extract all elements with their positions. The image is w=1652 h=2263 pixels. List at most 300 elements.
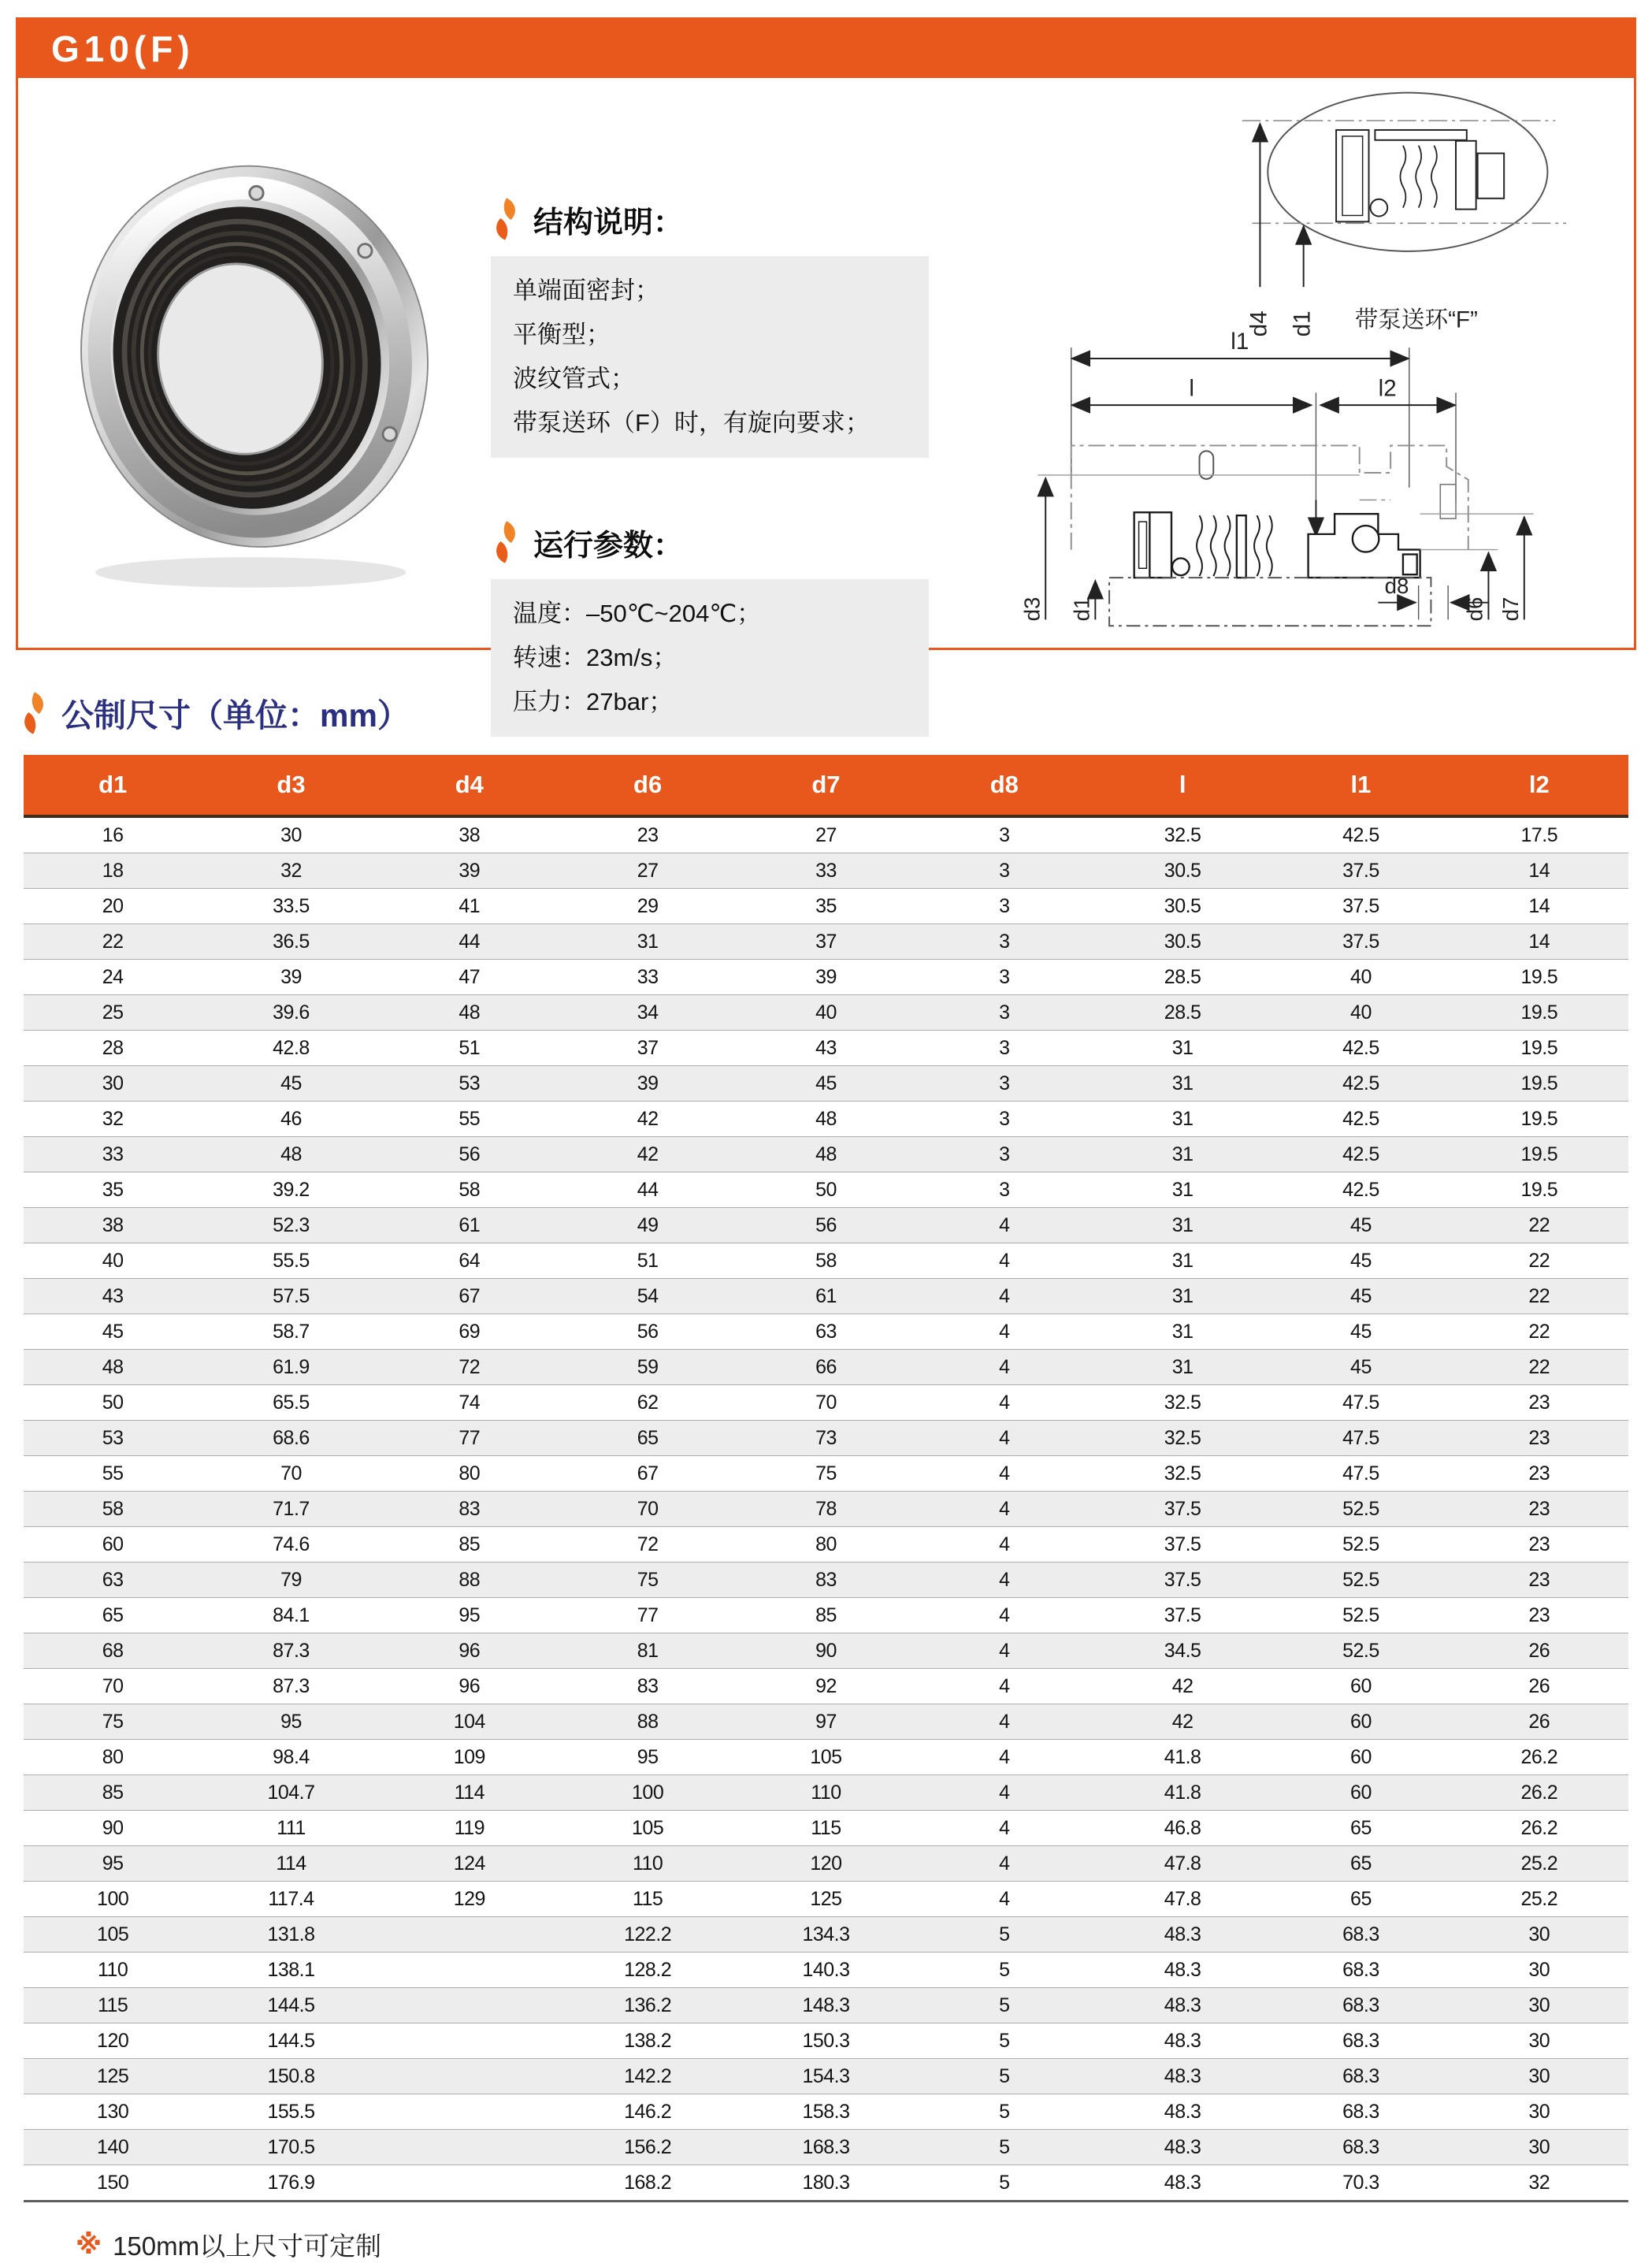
table-cell: 83 <box>559 1669 737 1704</box>
table-cell: 31 <box>1093 1350 1271 1385</box>
table-cell: 23 <box>1450 1527 1628 1563</box>
table-cell: 31 <box>1093 1172 1271 1208</box>
table-cell: 19.5 <box>1450 995 1628 1031</box>
table-cell: 36.5 <box>202 924 380 960</box>
table-cell: 3 <box>915 1172 1093 1208</box>
table-row <box>24 2165 1628 2202</box>
dim-label-d6: d6 <box>1462 596 1487 622</box>
table-cell: 65 <box>1271 1811 1450 1846</box>
flame-icon <box>19 690 49 736</box>
table-cell: 52.5 <box>1271 1633 1450 1669</box>
table-cell: 49 <box>559 1208 737 1243</box>
table-cell: 131.8 <box>202 1917 380 1953</box>
table-cell: 4 <box>915 1633 1093 1669</box>
table-cell: 46.8 <box>1093 1811 1271 1846</box>
table-cell: 39 <box>202 960 380 995</box>
table-cell: 5 <box>915 1953 1093 1988</box>
table-cell: 52.5 <box>1271 1492 1450 1527</box>
table-cell: 52.3 <box>202 1208 380 1243</box>
table-cell: 146.2 <box>559 2094 737 2130</box>
table-cell: 5 <box>915 2094 1093 2130</box>
table-cell: 90 <box>737 1633 915 1669</box>
table-cell: 45 <box>1271 1243 1450 1279</box>
table-cell: 39 <box>737 960 915 995</box>
table-cell: 37.5 <box>1271 924 1450 960</box>
table-cell: 61 <box>737 1279 915 1314</box>
table-cell: 61.9 <box>202 1350 380 1385</box>
table-cell: 47.8 <box>1093 1846 1271 1882</box>
table-cell: 144.5 <box>202 1988 380 2023</box>
table-cell: 47.8 <box>1093 1882 1271 1917</box>
table-row <box>24 1917 1628 1953</box>
table-cell: 48.3 <box>1093 2023 1271 2059</box>
table-cell: 41.8 <box>1093 1775 1271 1811</box>
table-cell: 30 <box>1450 1917 1628 1953</box>
table-cell: 55 <box>24 1456 202 1492</box>
table-cell: 60 <box>1271 1740 1450 1775</box>
table-cell: 4 <box>915 1492 1093 1527</box>
table-cell: 33.5 <box>202 889 380 924</box>
table-cell: 50 <box>737 1172 915 1208</box>
table-cell: 26.2 <box>1450 1740 1628 1775</box>
table-cell: 168.3 <box>737 2130 915 2165</box>
technical-diagram-svg <box>943 78 1627 634</box>
table-cell: 68.3 <box>1271 2059 1450 2094</box>
table-cell: 45 <box>737 1066 915 1102</box>
table-cell: 17.5 <box>1450 816 1628 853</box>
table-cell: 68.3 <box>1271 1917 1450 1953</box>
table-cell: 30 <box>1450 1953 1628 1988</box>
table-cell: 81 <box>559 1633 737 1669</box>
table-cell: 4 <box>915 1704 1093 1740</box>
table-cell: 70.3 <box>1271 2165 1450 2202</box>
dim-label-d8: d8 <box>1384 573 1409 598</box>
table-cell: 56 <box>559 1314 737 1350</box>
table-cell: 45 <box>1271 1350 1450 1385</box>
table-cell: 30 <box>1450 2130 1628 2165</box>
table-cell: 105 <box>559 1811 737 1846</box>
table-cell: 26 <box>1450 1633 1628 1669</box>
table-cell: 32 <box>1450 2165 1628 2202</box>
table-cell: 25.2 <box>1450 1846 1628 1882</box>
table-cell: 95 <box>381 1598 559 1633</box>
column-header: d1 <box>24 755 202 816</box>
table-cell: 60 <box>1271 1704 1450 1740</box>
table-row <box>24 2094 1628 2130</box>
table-cell: 22 <box>1450 1208 1628 1243</box>
table-cell: 42 <box>1093 1669 1271 1704</box>
table-cell: 3 <box>915 816 1093 853</box>
table-cell: 14 <box>1450 853 1628 889</box>
table-cell: 66 <box>737 1350 915 1385</box>
table-cell: 4 <box>915 1598 1093 1633</box>
table-cell: 62 <box>559 1385 737 1421</box>
table-cell: 100 <box>559 1775 737 1811</box>
panel-body <box>18 78 1634 715</box>
table-cell: 42 <box>559 1102 737 1137</box>
table-cell: 22 <box>1450 1350 1628 1385</box>
table-cell: 48.3 <box>1093 1953 1271 1988</box>
model-title: G10(F) <box>51 28 195 69</box>
table-cell: 3 <box>915 1031 1093 1066</box>
table-cell: 54 <box>559 1279 737 1314</box>
table-cell: 58 <box>381 1172 559 1208</box>
table-cell: 33 <box>559 960 737 995</box>
structure-section <box>491 196 936 458</box>
table-cell: 60 <box>24 1527 202 1563</box>
parameters-list <box>491 579 929 737</box>
table-cell: 35 <box>24 1172 202 1208</box>
table-cell: 67 <box>559 1456 737 1492</box>
table-cell: 56 <box>737 1208 915 1243</box>
table-cell: 5 <box>915 1988 1093 2023</box>
table-cell: 5 <box>915 2023 1093 2059</box>
table-cell: 4 <box>915 1846 1093 1882</box>
table-cell: 31 <box>1093 1066 1271 1102</box>
table-cell: 31 <box>1093 1137 1271 1172</box>
table-cell: 26 <box>1450 1704 1628 1740</box>
table-cell: 46 <box>202 1102 380 1137</box>
table-cell: 28.5 <box>1093 995 1271 1031</box>
table-row <box>24 1279 1628 1314</box>
table-cell: 48 <box>737 1137 915 1172</box>
table-cell: 20 <box>24 889 202 924</box>
table-cell: 31 <box>1093 1243 1271 1279</box>
table-cell: 63 <box>24 1563 202 1598</box>
table-cell: 68.6 <box>202 1421 380 1456</box>
table-cell: 26.2 <box>1450 1775 1628 1811</box>
table-cell: 53 <box>381 1066 559 1102</box>
table-cell: 4 <box>915 1243 1093 1279</box>
column-header: d6 <box>559 755 737 816</box>
table-cell: 74.6 <box>202 1527 380 1563</box>
table-cell: 75 <box>559 1563 737 1598</box>
table-cell: 48.3 <box>1093 2094 1271 2130</box>
table-row <box>24 1846 1628 1882</box>
table-cell: 111 <box>202 1811 380 1846</box>
table-cell: 115 <box>559 1882 737 1917</box>
table-cell: 168.2 <box>559 2165 737 2202</box>
table-cell: 45 <box>1271 1314 1450 1350</box>
table-cell: 30 <box>1450 2094 1628 2130</box>
table-cell: 45 <box>1271 1279 1450 1314</box>
table-cell: 120 <box>24 2023 202 2059</box>
table-cell: 31 <box>1093 1031 1271 1066</box>
table-cell: 95 <box>559 1740 737 1775</box>
table-row <box>24 1527 1628 1563</box>
table-cell: 95 <box>24 1846 202 1882</box>
table-row <box>24 1882 1628 1917</box>
table-cell: 63 <box>737 1314 915 1350</box>
table-cell: 47.5 <box>1271 1421 1450 1456</box>
table-cell: 31 <box>1093 1314 1271 1350</box>
column-header: l2 <box>1450 755 1628 816</box>
table-cell: 176.9 <box>202 2165 380 2202</box>
table-cell: 4 <box>915 1350 1093 1385</box>
table-cell: 90 <box>24 1811 202 1846</box>
table-row <box>24 1740 1628 1775</box>
table-cell: 85 <box>381 1527 559 1563</box>
table-cell: 32.5 <box>1093 1385 1271 1421</box>
parameters-section <box>491 519 936 737</box>
table-cell: 42.5 <box>1271 1172 1450 1208</box>
technical-diagram <box>936 78 1634 650</box>
table-cell: 68.3 <box>1271 2023 1450 2059</box>
table-cell: 57.5 <box>202 1279 380 1314</box>
table-cell: 37.5 <box>1093 1492 1271 1527</box>
table-cell: 19.5 <box>1450 1172 1628 1208</box>
table-row <box>24 924 1628 960</box>
table-cell: 100 <box>24 1882 202 1917</box>
table-cell: 3 <box>915 960 1093 995</box>
table-cell: 48.3 <box>1093 2130 1271 2165</box>
table-cell: 48 <box>381 995 559 1031</box>
table-row <box>24 1563 1628 1598</box>
table-cell: 52.5 <box>1271 1598 1450 1633</box>
table-cell: 3 <box>915 995 1093 1031</box>
table-cell: 25.2 <box>1450 1882 1628 1917</box>
table-cell: 134.3 <box>737 1917 915 1953</box>
table-cell: 95 <box>202 1704 380 1740</box>
table-cell: 115 <box>737 1811 915 1846</box>
table-cell: 48 <box>24 1350 202 1385</box>
table-cell: 30 <box>1450 2059 1628 2094</box>
table-cell: 65 <box>559 1421 737 1456</box>
table-cell: 42.5 <box>1271 1102 1450 1137</box>
table-cell: 170.5 <box>202 2130 380 2165</box>
table-cell: 33 <box>24 1137 202 1172</box>
table-cell: 31 <box>1093 1208 1271 1243</box>
table-row <box>24 1031 1628 1066</box>
table-cell: 47.5 <box>1271 1456 1450 1492</box>
table-cell: 58 <box>24 1492 202 1527</box>
table-row <box>24 1385 1628 1421</box>
table-cell: 39.2 <box>202 1172 380 1208</box>
table-cell: 38 <box>24 1208 202 1243</box>
structure-list <box>491 256 929 458</box>
table-cell: 64 <box>381 1243 559 1279</box>
table-row <box>24 1421 1628 1456</box>
table-cell: 38 <box>381 816 559 853</box>
table-cell: 98.4 <box>202 1740 380 1775</box>
table-cell: 26 <box>1450 1669 1628 1704</box>
table-row <box>24 1775 1628 1811</box>
table-cell: 42.5 <box>1271 1066 1450 1102</box>
column-header: d3 <box>202 755 380 816</box>
table-cell: 83 <box>381 1492 559 1527</box>
table-cell: 77 <box>381 1421 559 1456</box>
footnote <box>76 2226 1652 2263</box>
table-cell: 96 <box>381 1669 559 1704</box>
table-cell: 158.3 <box>737 2094 915 2130</box>
table-row <box>24 853 1628 889</box>
table-cell: 117.4 <box>202 1882 380 1917</box>
table-cell: 47 <box>381 960 559 995</box>
table-cell <box>381 1917 559 1953</box>
table-cell: 22 <box>1450 1314 1628 1350</box>
table-cell: 27 <box>559 853 737 889</box>
table-cell: 16 <box>24 816 202 853</box>
table-cell: 65.5 <box>202 1385 380 1421</box>
table-cell: 5 <box>915 2059 1093 2094</box>
table-cell: 3 <box>915 924 1093 960</box>
table-cell: 43 <box>24 1279 202 1314</box>
table-cell: 4 <box>915 1811 1093 1846</box>
table-cell: 150.3 <box>737 2023 915 2059</box>
table-cell <box>381 2094 559 2130</box>
table-cell: 31 <box>1093 1279 1271 1314</box>
table-cell: 60 <box>1271 1775 1450 1811</box>
table-cell: 80 <box>737 1527 915 1563</box>
table-cell: 48.3 <box>1093 2165 1271 2202</box>
table-cell: 68.3 <box>1271 1953 1450 1988</box>
table-cell: 73 <box>737 1421 915 1456</box>
table-cell: 59 <box>559 1350 737 1385</box>
table-cell: 23 <box>1450 1456 1628 1492</box>
parameters-heading <box>491 519 936 565</box>
table-cell: 148.3 <box>737 1988 915 2023</box>
table-cell: 155.5 <box>202 2094 380 2130</box>
table-cell: 128.2 <box>559 1953 737 1988</box>
table-cell: 37.5 <box>1271 853 1450 889</box>
table-row <box>24 1953 1628 1988</box>
table-cell: 65 <box>1271 1846 1450 1882</box>
table-cell: 42 <box>1093 1704 1271 1740</box>
structure-item: 单端面密封； <box>513 277 659 304</box>
structure-title: 结构说明： <box>533 206 684 240</box>
table-cell: 43 <box>737 1031 915 1066</box>
table-cell: 68 <box>24 1633 202 1669</box>
structure-item: 平衡型； <box>513 321 611 348</box>
table-cell: 85 <box>737 1598 915 1633</box>
dim-label-l2: l2 <box>1378 375 1397 402</box>
table-cell: 19.5 <box>1450 1066 1628 1102</box>
table-cell: 125 <box>24 2059 202 2094</box>
table-cell: 31 <box>559 924 737 960</box>
table-cell: 39.6 <box>202 995 380 1031</box>
table-cell: 3 <box>915 1102 1093 1137</box>
table-row <box>24 1811 1628 1846</box>
table-cell: 42.5 <box>1271 816 1450 853</box>
table-cell: 18 <box>24 853 202 889</box>
table-cell: 58 <box>737 1243 915 1279</box>
table-cell: 130 <box>24 2094 202 2130</box>
table-cell: 37.5 <box>1271 889 1450 924</box>
table-cell: 3 <box>915 1066 1093 1102</box>
table-cell: 119 <box>381 1811 559 1846</box>
table-cell: 50 <box>24 1385 202 1421</box>
column-header: l1 <box>1271 755 1450 816</box>
table-cell: 31 <box>1093 1102 1271 1137</box>
table-cell: 44 <box>381 924 559 960</box>
table-cell: 52.5 <box>1271 1563 1450 1598</box>
table-cell: 28.5 <box>1093 960 1271 995</box>
table-cell: 48.3 <box>1093 1917 1271 1953</box>
table-cell: 3 <box>915 1137 1093 1172</box>
table-cell: 110 <box>24 1953 202 1988</box>
table-cell <box>381 2165 559 2202</box>
table-cell: 30.5 <box>1093 889 1271 924</box>
table-cell: 77 <box>559 1598 737 1633</box>
table-cell: 65 <box>24 1598 202 1633</box>
table-cell: 4 <box>915 1314 1093 1350</box>
table-cell: 88 <box>559 1704 737 1740</box>
table-row <box>24 2023 1628 2059</box>
table-cell: 156.2 <box>559 2130 737 2165</box>
table-cell <box>381 2023 559 2059</box>
table-cell: 88 <box>381 1563 559 1598</box>
parameters-title: 运行参数： <box>533 529 684 563</box>
table-cell: 51 <box>381 1031 559 1066</box>
table-cell: 48 <box>202 1137 380 1172</box>
table-cell: 75 <box>737 1456 915 1492</box>
table-row <box>24 2130 1628 2165</box>
table-cell: 61 <box>381 1208 559 1243</box>
table-header <box>24 755 1628 816</box>
table-cell: 30 <box>202 816 380 853</box>
table-cell: 80 <box>381 1456 559 1492</box>
table-cell: 70 <box>24 1669 202 1704</box>
table-cell: 3 <box>915 889 1093 924</box>
table-cell: 53 <box>24 1421 202 1456</box>
table-cell: 138.2 <box>559 2023 737 2059</box>
table-cell: 129 <box>381 1882 559 1917</box>
table-cell: 180.3 <box>737 2165 915 2202</box>
table-cell: 105 <box>737 1740 915 1775</box>
table-cell: 114 <box>381 1775 559 1811</box>
table-cell: 65 <box>1271 1882 1450 1917</box>
table-cell: 55 <box>381 1102 559 1137</box>
table-cell: 23 <box>1450 1492 1628 1527</box>
table-cell: 4 <box>915 1527 1093 1563</box>
table-cell: 22 <box>1450 1279 1628 1314</box>
table-row <box>24 1066 1628 1102</box>
header-row <box>24 755 1628 816</box>
structure-heading <box>491 196 936 242</box>
table-row <box>24 1137 1628 1172</box>
table-cell: 37.5 <box>1093 1527 1271 1563</box>
table-cell: 39 <box>559 1066 737 1102</box>
table-cell: 68.3 <box>1271 2130 1450 2165</box>
table-cell: 33 <box>737 853 915 889</box>
table-cell: 83 <box>737 1563 915 1598</box>
product-overview-panel <box>16 17 1636 715</box>
parameter-item: 压力：27bar； <box>513 688 674 715</box>
table-cell: 37 <box>559 1031 737 1066</box>
table-cell: 41.8 <box>1093 1740 1271 1775</box>
table-cell: 140 <box>24 2130 202 2165</box>
table-cell: 68.3 <box>1271 1988 1450 2023</box>
table-cell: 37.5 <box>1093 1563 1271 1598</box>
table-cell: 58.7 <box>202 1314 380 1350</box>
table-cell: 92 <box>737 1669 915 1704</box>
table-row <box>24 1350 1628 1385</box>
table-cell: 87.3 <box>202 1633 380 1669</box>
table-cell: 32 <box>24 1102 202 1137</box>
table-cell: 23 <box>1450 1385 1628 1421</box>
table-cell: 44 <box>559 1172 737 1208</box>
table-cell: 4 <box>915 1563 1093 1598</box>
table-cell: 34.5 <box>1093 1633 1271 1669</box>
table-cell: 48.3 <box>1093 2059 1271 2094</box>
table-cell: 150.8 <box>202 2059 380 2094</box>
table-row <box>24 960 1628 995</box>
parameter-item: 温度：–50℃~204℃； <box>513 600 762 627</box>
table-cell: 26.2 <box>1450 1811 1628 1846</box>
table-cell: 70 <box>559 1492 737 1527</box>
table-row <box>24 1102 1628 1137</box>
table-cell: 60 <box>1271 1669 1450 1704</box>
